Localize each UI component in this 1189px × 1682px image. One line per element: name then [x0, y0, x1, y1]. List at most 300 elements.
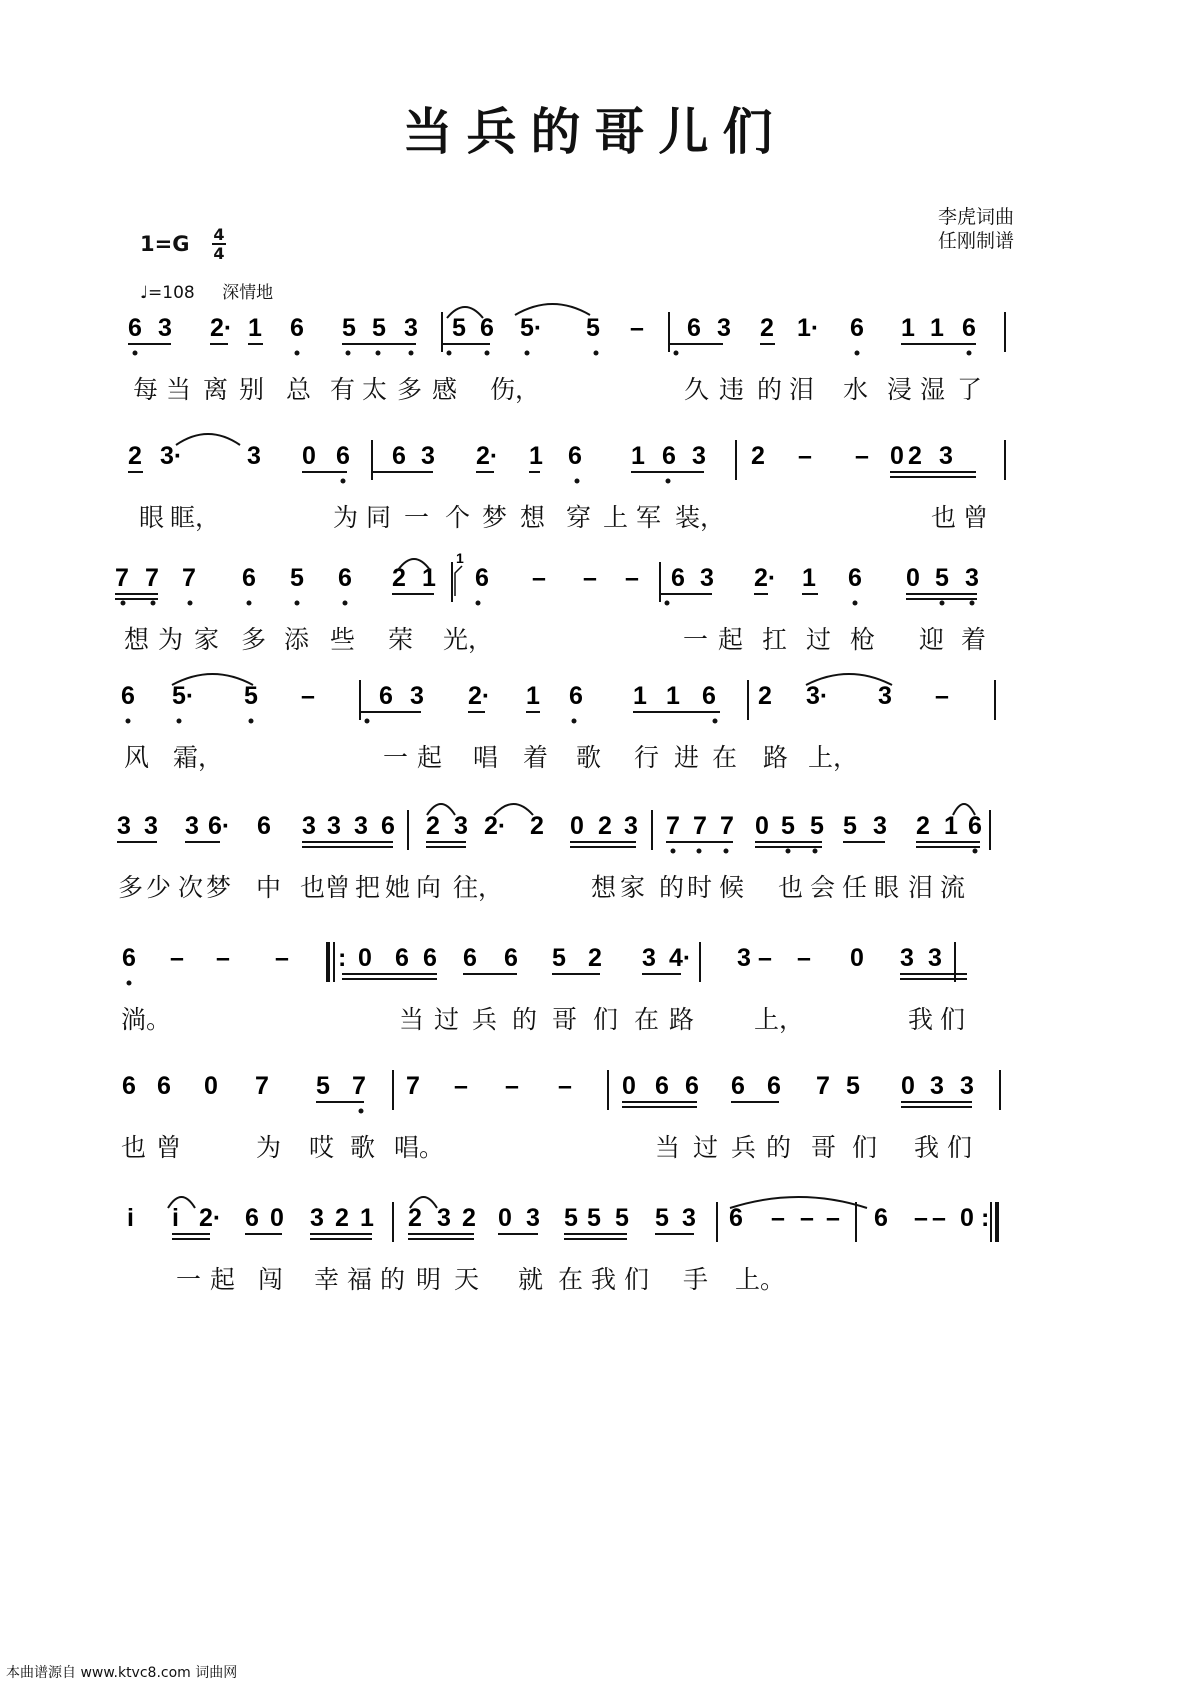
note: 6: [381, 812, 395, 840]
note: 7: [115, 564, 129, 592]
lyric-char: 了: [957, 375, 983, 404]
note: 0: [498, 1204, 512, 1232]
octave-dot-low: [447, 351, 452, 356]
note: 2: [128, 442, 142, 470]
lyric-char: 一: [176, 1265, 202, 1294]
lyric-char: 当: [655, 1133, 681, 1162]
octave-dot-low: [671, 849, 676, 854]
lyric-char: 起: [718, 625, 744, 654]
note: 2: [908, 442, 922, 470]
lyric-char: 的: [380, 1265, 406, 1294]
note: 2: [462, 1204, 476, 1232]
note: 0: [960, 1204, 974, 1232]
lyric-char: 军: [636, 503, 662, 532]
lyric-char: 手: [683, 1265, 709, 1294]
note: 6: [729, 1204, 743, 1232]
note: 5: [290, 564, 304, 592]
time-signature-bottom: 4: [213, 244, 225, 263]
lyric-char: 上，: [754, 1005, 805, 1034]
note: –: [800, 1204, 814, 1232]
note: –: [532, 564, 546, 592]
note: 6: [731, 1072, 745, 1100]
lyric-char: 想: [591, 873, 617, 902]
lyric-char: 曾: [325, 873, 351, 902]
note: 6: [671, 564, 685, 592]
tempo-value: ♩=108: [140, 283, 195, 303]
lyric-char: 哥: [811, 1133, 837, 1162]
note: 0: [270, 1204, 284, 1232]
start-repeat-dots: :: [338, 944, 347, 972]
note: 2·: [754, 564, 777, 592]
note: 5: [586, 314, 600, 342]
note: –: [583, 564, 597, 592]
note: –: [454, 1072, 468, 1100]
lyric-char: 当: [399, 1005, 425, 1034]
lyric-char: 明: [416, 1265, 442, 1294]
lyric-char: 候: [719, 873, 745, 902]
lyric-char: 进: [674, 743, 700, 772]
note: 3: [642, 944, 656, 972]
note: 1: [529, 442, 543, 470]
lyric-char: 流: [940, 873, 966, 902]
lyric-char: 眼: [874, 873, 900, 902]
note: 3: [965, 564, 979, 592]
note: 7: [145, 564, 159, 592]
note: 5: [587, 1204, 601, 1232]
note: 5: [552, 944, 566, 972]
note: 6: [968, 812, 982, 840]
lyric-char: 每: [133, 375, 159, 404]
lyric-char: 感: [432, 375, 458, 404]
note: –: [914, 1204, 928, 1232]
octave-dot-low: [295, 351, 300, 356]
note: 3: [158, 314, 172, 342]
lyric-char: 为: [333, 503, 359, 532]
note: 3: [900, 944, 914, 972]
note: –: [505, 1072, 519, 1100]
lyric-char: 光，: [443, 625, 494, 654]
octave-dot-low: [813, 849, 818, 854]
lyric-char: 霜，: [173, 743, 224, 772]
note: 1: [802, 564, 816, 592]
lyric-char: 也: [778, 873, 804, 902]
note: 3: [878, 682, 892, 710]
note: 0: [850, 944, 864, 972]
lyric-char: 时: [687, 873, 713, 902]
note: 2·: [210, 314, 233, 342]
lyric-char: 歌: [576, 743, 602, 772]
lyric-char: 哥: [552, 1005, 578, 1034]
lyric-char: 荣: [388, 625, 414, 654]
lyric-char: 梦: [206, 873, 232, 902]
lyric-char: 的: [659, 873, 685, 902]
volta-bracket: [455, 566, 462, 596]
note: 0: [890, 442, 904, 470]
note: 2: [598, 812, 612, 840]
octave-dot-low: [940, 601, 945, 606]
octave-dot-low: [967, 351, 972, 356]
note: 1: [901, 314, 915, 342]
note: 3: [454, 812, 468, 840]
octave-dot-low: [970, 601, 975, 606]
note: 2·: [199, 1204, 222, 1232]
note: 2: [408, 1204, 422, 1232]
octave-dot-low: [346, 351, 351, 356]
note: 5: [372, 314, 386, 342]
note: 7: [406, 1072, 420, 1100]
lyric-char: 幸: [314, 1265, 340, 1294]
lyric-char: 梦: [482, 503, 508, 532]
octave-dot-low: [575, 479, 580, 484]
octave-dot-low: [713, 719, 718, 724]
lyric-char: 同: [366, 503, 392, 532]
lyric-char: 起: [417, 743, 443, 772]
lyric-char: 曾: [156, 1133, 182, 1162]
lyric-char: 些: [330, 625, 356, 654]
note: 1: [666, 682, 680, 710]
note: 3: [247, 442, 261, 470]
lyric-char: 扛: [762, 625, 788, 654]
note: i: [127, 1204, 134, 1232]
note: 6: [395, 944, 409, 972]
lyric-char: 想: [520, 503, 546, 532]
lyric-char: 为: [256, 1133, 282, 1162]
note: –: [625, 564, 639, 592]
lyric-char: 装，: [675, 503, 726, 532]
lyric-char: 闯: [258, 1265, 284, 1294]
note: 2: [588, 944, 602, 972]
lyric-char: 兵: [731, 1133, 757, 1162]
octave-dot-low: [594, 351, 599, 356]
note: 3: [117, 812, 131, 840]
note: 2: [335, 1204, 349, 1232]
note: 6: [338, 564, 352, 592]
note: 6: [379, 682, 393, 710]
note: 2: [916, 812, 930, 840]
lyric-char: 一: [383, 743, 409, 772]
lyric-char: 泪: [908, 873, 934, 902]
lyric-char: 在: [712, 743, 738, 772]
note: 3: [928, 944, 942, 972]
lyric-char: 违: [719, 375, 745, 404]
lyric-char: 浸: [887, 375, 913, 404]
note: 2·: [484, 812, 507, 840]
note: –: [855, 442, 869, 470]
lyric-char: 我: [908, 1005, 934, 1034]
note: 3·: [160, 442, 183, 470]
note: 3: [310, 1204, 324, 1232]
octave-dot-low: [376, 351, 381, 356]
lyric-char: 把: [355, 873, 381, 902]
octave-dot-low: [855, 351, 860, 356]
note: 6: [568, 442, 582, 470]
note: 0: [302, 442, 316, 470]
lyric-char: 一: [404, 503, 430, 532]
note: 0: [204, 1072, 218, 1100]
note: 7: [816, 1072, 830, 1100]
note: 6: [242, 564, 256, 592]
lyric-char: 就: [518, 1265, 544, 1294]
lyric-char: 福: [347, 1265, 373, 1294]
octave-dot-low: [525, 351, 530, 356]
octave-dot-low: [786, 849, 791, 854]
note: 6: [463, 944, 477, 972]
note: 6: [962, 314, 976, 342]
note: i: [172, 1204, 179, 1232]
note: 6: [687, 314, 701, 342]
note: 5: [452, 314, 466, 342]
lyric-char: 们: [593, 1005, 619, 1034]
note: –: [170, 944, 184, 972]
lyric-char: 路: [669, 1005, 695, 1034]
octave-dot-low: [665, 601, 670, 606]
lyric-char: 唱: [473, 743, 499, 772]
note: 5·: [172, 682, 195, 710]
expression-mark: 深情地: [222, 283, 274, 303]
lyric-char: 天: [454, 1265, 480, 1294]
note: 7: [182, 564, 196, 592]
lyric-char: 别: [239, 375, 265, 404]
octave-dot-low: [697, 849, 702, 854]
note: 3: [930, 1072, 944, 1100]
note: 1: [633, 682, 647, 710]
note: 3: [960, 1072, 974, 1100]
note: 6: [480, 314, 494, 342]
note: –: [797, 944, 811, 972]
octave-dot-low: [666, 479, 671, 484]
note: 3·: [806, 682, 829, 710]
lyric-char: 们: [624, 1265, 650, 1294]
octave-dot-low: [674, 351, 679, 356]
octave-dot-low: [485, 351, 490, 356]
lyric-char: 过: [806, 625, 832, 654]
note: 5: [316, 1072, 330, 1100]
lyric-char: 眼: [139, 503, 165, 532]
lyric-char: 迎: [919, 625, 945, 654]
note: –: [798, 442, 812, 470]
octave-dot-low: [973, 849, 978, 854]
note: 3: [437, 1204, 451, 1232]
note: 3: [692, 442, 706, 470]
note: 5: [935, 564, 949, 592]
note: –: [932, 1204, 946, 1232]
note: 3: [354, 812, 368, 840]
note: 7: [720, 812, 734, 840]
note: 1: [526, 682, 540, 710]
note: 6: [122, 1072, 136, 1100]
lyric-char: 上: [603, 503, 629, 532]
note: 6: [848, 564, 862, 592]
lyric-char: 泪: [789, 375, 815, 404]
octave-dot-low: [249, 719, 254, 724]
note: 1: [360, 1204, 374, 1232]
note: 5: [564, 1204, 578, 1232]
lyric-char: 哎: [309, 1133, 335, 1162]
note: 2: [392, 564, 406, 592]
octave-dot-low: [127, 981, 132, 986]
lyric-char: 想: [124, 625, 150, 654]
note: 6: [290, 314, 304, 342]
octave-dot-low: [295, 601, 300, 606]
octave-dot-low: [572, 719, 577, 724]
note: 2·: [468, 682, 491, 710]
note: 3: [717, 314, 731, 342]
note: 6: [121, 682, 135, 710]
lyric-char: 行: [634, 743, 660, 772]
octave-dot-low: [359, 1109, 364, 1114]
octave-dot-low: [853, 601, 858, 606]
note: 6: [128, 314, 142, 342]
note: 6: [767, 1072, 781, 1100]
lyric-char: 上，: [808, 743, 859, 772]
note: 6·: [208, 812, 231, 840]
note: –: [630, 314, 644, 342]
lyric-char: 水: [843, 375, 869, 404]
note: 1: [248, 314, 262, 342]
note: 3: [185, 812, 199, 840]
note: 3: [327, 812, 341, 840]
volta-number: 1: [456, 550, 464, 566]
lyric-char: 们: [940, 1005, 966, 1034]
note: 6: [504, 944, 518, 972]
octave-dot-low: [724, 849, 729, 854]
note: 2: [760, 314, 774, 342]
lyric-char: 的: [766, 1133, 792, 1162]
note: 0: [901, 1072, 915, 1100]
note: 3: [682, 1204, 696, 1232]
note: 5: [846, 1072, 860, 1100]
note: 1: [422, 564, 436, 592]
note: 6: [122, 944, 136, 972]
note: 5·: [520, 314, 543, 342]
octave-dot-low: [121, 601, 126, 606]
note: 6: [157, 1072, 171, 1100]
song-title: 当兵的哥儿们: [402, 102, 787, 161]
note: 2: [751, 442, 765, 470]
note: 2·: [476, 442, 499, 470]
lyric-char: 太: [362, 375, 388, 404]
note: –: [558, 1072, 572, 1100]
lyric-char: 也: [931, 503, 957, 532]
note: 5: [244, 682, 258, 710]
note: 3: [526, 1204, 540, 1232]
note: –: [301, 682, 315, 710]
lyric-char: 会: [810, 873, 836, 902]
note: 1: [930, 314, 944, 342]
lyric-char: 也: [121, 1133, 147, 1162]
note: 3: [144, 812, 158, 840]
lyric-char: 眶，: [170, 503, 221, 532]
note: 7: [352, 1072, 366, 1100]
lyric-char: 往，: [453, 873, 504, 902]
note: 6: [475, 564, 489, 592]
lyric-char: 路: [763, 743, 789, 772]
note: –: [771, 1204, 785, 1232]
lyric-char: 家: [620, 873, 646, 902]
octave-dot-low: [177, 719, 182, 724]
lyric-char: 们: [947, 1133, 973, 1162]
tie-slur: [730, 1197, 867, 1208]
lyric-char: 为: [158, 625, 184, 654]
note: 0: [570, 812, 584, 840]
note: 0: [755, 812, 769, 840]
note: 5: [342, 314, 356, 342]
note: 1: [944, 812, 958, 840]
lyric-char: 曾: [963, 503, 989, 532]
lyric-char: 湿: [920, 375, 946, 404]
note: 7: [693, 812, 707, 840]
octave-dot-low: [341, 479, 346, 484]
lyric-char: 们: [852, 1133, 878, 1162]
lyric-char: 任: [842, 873, 868, 902]
octave-dot-low: [126, 719, 131, 724]
note: 6: [336, 442, 350, 470]
credit-lyricist-composer: 李虎词曲: [938, 206, 1015, 228]
note: –: [826, 1204, 840, 1232]
note: 1·: [797, 314, 820, 342]
lyric-char: 着: [961, 625, 987, 654]
lyric-char: 唱。: [394, 1133, 445, 1162]
octave-dot-low: [133, 351, 138, 356]
note: 3: [737, 944, 751, 972]
note: 2: [426, 812, 440, 840]
note: 3: [700, 564, 714, 592]
note: 3: [302, 812, 316, 840]
lyric-char: 歌: [350, 1133, 376, 1162]
lyric-char: 有: [330, 375, 356, 404]
lyric-char: 风: [124, 743, 150, 772]
note: 6: [655, 1072, 669, 1100]
lyric-char: 她: [385, 873, 411, 902]
lyric-char: 起: [210, 1265, 236, 1294]
note: 6: [569, 682, 583, 710]
lyric-char: 当: [166, 375, 192, 404]
note: 6: [685, 1072, 699, 1100]
lyric-char: 多: [241, 625, 267, 654]
note: –: [758, 944, 772, 972]
lyric-char: 家: [194, 625, 220, 654]
note: –: [275, 944, 289, 972]
lyric-char: 总: [286, 375, 312, 404]
note: 1: [631, 442, 645, 470]
lyric-char: 离: [203, 375, 229, 404]
octave-dot-low: [247, 601, 252, 606]
lyric-char: 我: [914, 1133, 940, 1162]
note: 5: [615, 1204, 629, 1232]
note: 3: [410, 682, 424, 710]
key-signature: 1=G: [140, 232, 190, 256]
note: –: [935, 682, 949, 710]
octave-dot-low: [365, 719, 370, 724]
note: 0: [906, 564, 920, 592]
lyric-char: 上。: [735, 1265, 786, 1294]
end-repeat-dots: :: [981, 1204, 990, 1232]
octave-dot-low: [476, 601, 481, 606]
lyric-char: 伤，: [490, 375, 541, 404]
lyric-char: 中: [256, 873, 282, 902]
lyric-char: 个: [445, 503, 471, 532]
lyric-char: 过: [693, 1133, 719, 1162]
lyric-char: 着: [523, 743, 549, 772]
note: 3: [624, 812, 638, 840]
tie-slur: [176, 434, 240, 445]
note: 6: [874, 1204, 888, 1232]
note: 3: [421, 442, 435, 470]
note: 6: [850, 314, 864, 342]
lyric-char: 的: [512, 1005, 538, 1034]
note: 6: [257, 812, 271, 840]
note: 3: [939, 442, 953, 470]
